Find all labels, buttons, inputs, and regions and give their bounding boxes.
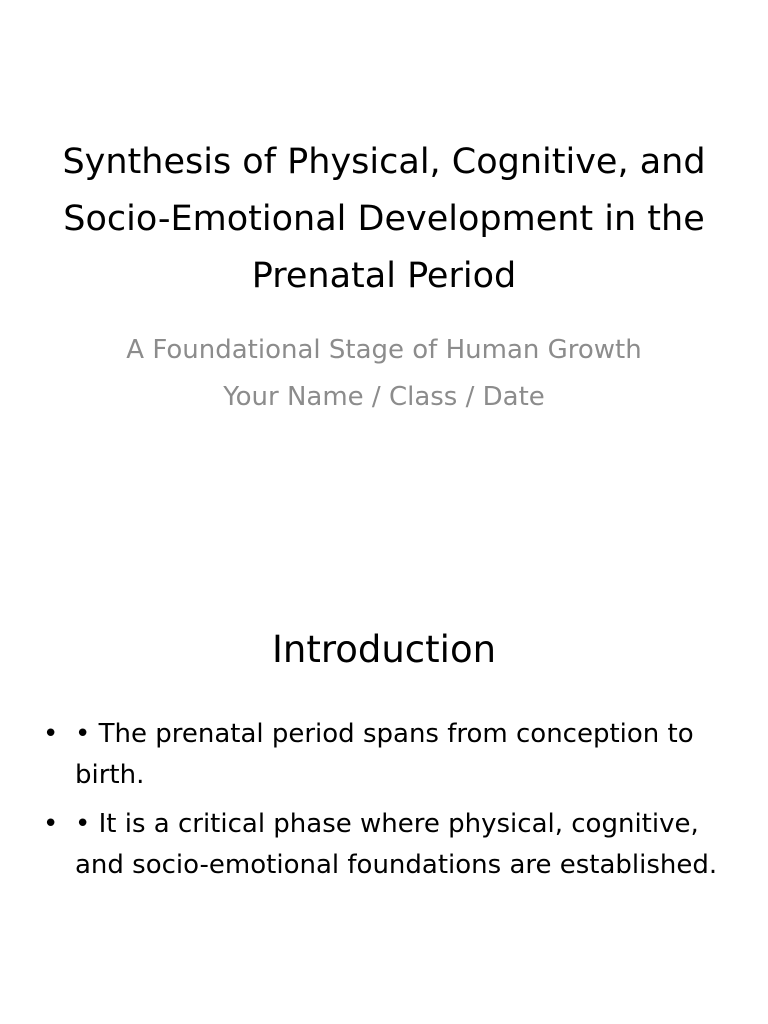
bullet-marker: • <box>43 719 59 749</box>
slide-title: Synthesis of Physical, Cognitive, and Socio-Emotional Development in the Prenatal Period <box>62 142 706 296</box>
bullet-text: • It is a critical phase where physical, cognitive, and socio-emotional foundations are established. <box>75 809 718 880</box>
section-title: Introduction <box>271 628 497 671</box>
bullet-item <box>40 714 720 796</box>
slide-subtitle: A Foundational Stage of Human Growth <box>126 335 642 365</box>
introduction-slide <box>0 576 768 1024</box>
bullet-item <box>40 804 720 886</box>
bullet-marker: • <box>43 809 59 839</box>
author-line: Your Name / Class / Date <box>223 382 545 412</box>
bullet-list <box>40 714 720 894</box>
subtitle-block <box>110 330 658 418</box>
bullet-text: • The prenatal period spans from conception to birth. <box>75 719 694 790</box>
